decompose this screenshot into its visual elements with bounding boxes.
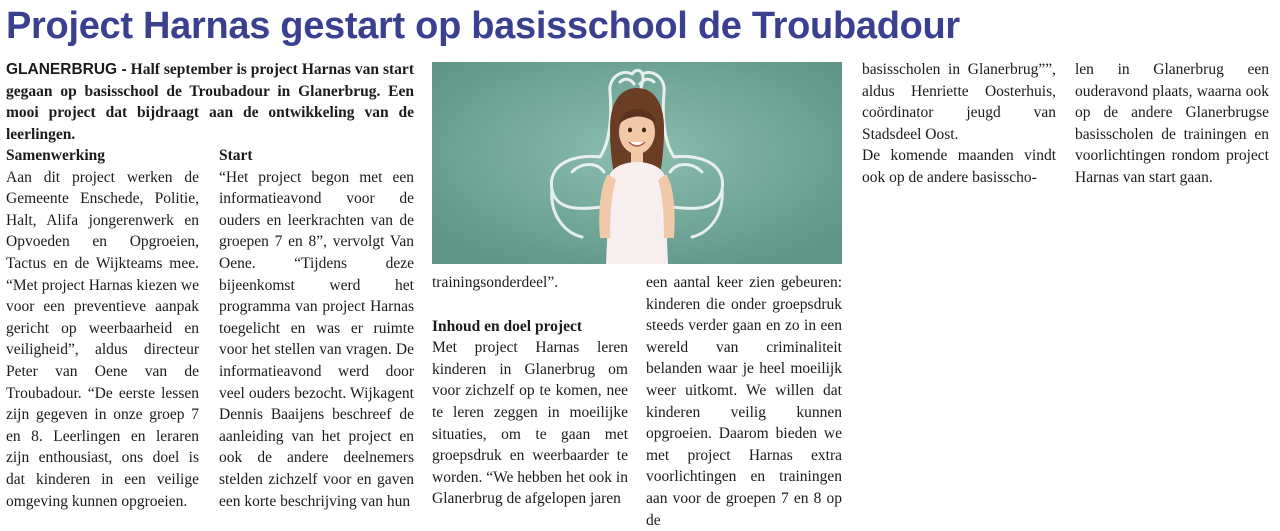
column-start [219, 145, 414, 512]
column-samenwerking [6, 145, 199, 512]
body-text: Aan dit project werken de Gemeente Enschede, Politie, Halt, Alifa jongerenwerk en Opvoeden en Opgroeien, Tactus en de Wijkteams mee. “Met project Harnas kiezen we voor een preventieve aanpak gericht op weerbaarheid en veiligheid”, aldus directeur Peter van Oene van de Troubadour. “De eerste lessen zijn gegeven in onze groep 7 en 8. Leerlingen en leraren zijn enthousiast, ons doel is dat kinderen in een veilige omgeving kunnen opgroeien. [6, 168, 199, 510]
column-6 [1075, 59, 1269, 189]
body-text: basisscholen in Glanerbrug””, aldus Henriette Oosterhuis, coördinator jeugd van Stadsdeel Oost. [862, 61, 1056, 143]
subheading-samenwerking: Samenwerking [6, 147, 106, 164]
girl-flexing-illustration [432, 62, 842, 264]
subheading-start: Start [219, 147, 253, 164]
article-intro [6, 59, 414, 145]
body-text: len in Glanerbrug een ouderavond plaats, waarna ook op de andere Glanerbrugse basisscholen de trainingen en voorlichtingen rondom project Harnas van start gaan. [1075, 61, 1269, 186]
column-inhoud [432, 272, 628, 510]
subheading-inhoud: Inhoud en doel project [432, 317, 582, 335]
continued-text: trainingsonderdeel”. [432, 274, 559, 291]
body-text-2: De komende maanden vindt ook op de andere basisscho- [862, 147, 1056, 186]
body-text: “Het project begon met een informatieavond voor de ouders en leerkrachten van de groepen 7 en 8”, vervolgt Van Oene. “Tijdens deze bijeenkomst werd het programma van project Harnas toegelicht en was er ruimte voor het stellen van vragen. De informatieavond werd door veel ouders bezocht. Wijkagent Dennis Baaijens beschreef de aanleiding van het project en ook de andere deelnemers stelden zichzelf voor en gaven een korte beschrijving van hun [219, 168, 414, 510]
column-4 [646, 272, 842, 531]
dateline: GLANERBRUG - [6, 61, 127, 78]
body-text: Met project Harnas leren kinderen in Glanerbrug om voor zichzelf op te komen, nee te leren zeggen in moeilijke situaties, om te gaan met groepsdruk en weerbaarder te worden. “We hebben het ook in Glanerbrug de afgelopen jaren [432, 339, 628, 508]
article-photo [432, 62, 842, 264]
article-headline: Project Harnas gestart op basisschool de Troubadour [6, 5, 960, 47]
intro-text: Half september is project Harnas van start gegaan op basisschool de Troubadour in Glanerbrug. Een mooi project dat bijdraagt aan de ontwikkeling van de leerlingen. [6, 61, 414, 143]
column-5 [862, 59, 1056, 189]
body-text: een aantal keer zien gebeuren: kinderen die onder groepsdruk steeds verder gaan en zo in een wereld van criminaliteit belanden waar je heel moeilijk weer uitkomt. We willen dat kinderen veilig kunnen opgroeien. Daarom bieden we met project Harnas extra voorlichtingen en trainingen aan voor de groepen 7 en 8 op de [646, 274, 842, 529]
